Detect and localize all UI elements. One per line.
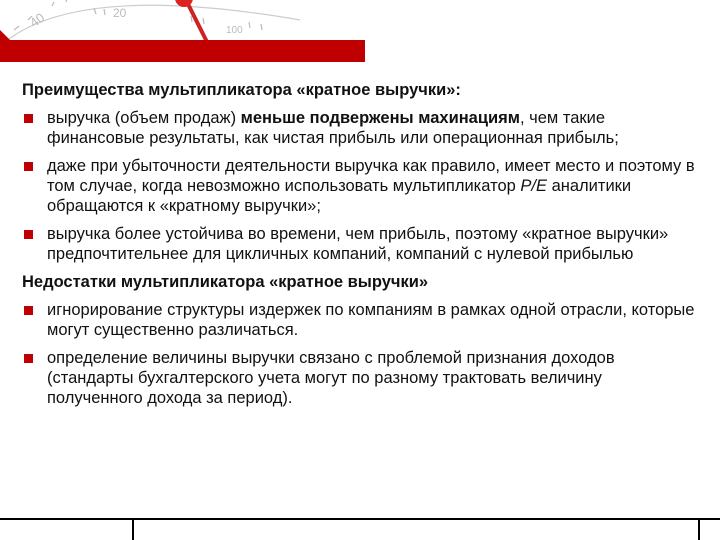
square-bullet-icon bbox=[24, 306, 33, 315]
speedometer-gauge-image bbox=[0, 0, 365, 42]
advantages-heading: Преимущества мультипликатора «кратное выручки»: bbox=[22, 81, 461, 99]
square-bullet-icon bbox=[24, 114, 33, 123]
advantage-item bbox=[22, 156, 698, 216]
gauge-label-100: 100 bbox=[226, 25, 243, 36]
advantages-list bbox=[22, 108, 698, 264]
disadvantage-item-text: игнорирование структуры издержек по компаниям в рамках одной отрасли, которые могут существенно различаться. bbox=[47, 301, 695, 339]
gauge-svg bbox=[0, 0, 365, 42]
gauge-label-40: 40 bbox=[26, 9, 48, 31]
bottom-tick-right bbox=[698, 518, 700, 540]
advantage-item-text: меньше подвержены махинациям bbox=[240, 109, 520, 127]
advantage-item-text: выручка более устойчива во времени, чем прибыль, поэтому «кратное выручки» предпочтительнее для цикличных компаний, компаний с нулевой прибылью bbox=[47, 225, 669, 263]
advantage-item-text: аналитики обращаются к «кратному выручки»; bbox=[47, 177, 632, 215]
disadvantage-item bbox=[22, 300, 698, 340]
disadvantage-item bbox=[22, 348, 698, 408]
disadvantages-list bbox=[22, 300, 698, 408]
advantage-item-text: выручка (объем продаж) bbox=[47, 109, 241, 127]
advantage-item-text: даже при убыточности деятельности выручка как правило, имеет место и поэтому в том случае, когда невозможно использовать мультипликатор bbox=[47, 157, 695, 195]
bottom-tick-left bbox=[132, 518, 134, 540]
title-red-band bbox=[0, 40, 365, 62]
advantage-item bbox=[22, 224, 698, 264]
advantage-item-text: P/E bbox=[520, 177, 547, 195]
advantage-item-text: , чем такие финансовые результаты, как чистая прибыль или операционная прибыль; bbox=[47, 109, 619, 147]
disadvantage-item-text: определение величины выручки связано с проблемой признания доходов (стандарты бухгалтерского учета могут по разному трактовать величину полученного дохода за период). bbox=[47, 349, 615, 407]
disadvantages-heading: Недостатки мультипликатора «кратное выручки» bbox=[22, 273, 429, 291]
slide-content bbox=[22, 80, 698, 416]
bottom-rule bbox=[0, 518, 720, 520]
square-bullet-icon bbox=[24, 162, 33, 171]
square-bullet-icon bbox=[24, 354, 33, 363]
advantage-item bbox=[22, 108, 698, 148]
gauge-label-20: 20 bbox=[113, 6, 127, 20]
square-bullet-icon bbox=[24, 230, 33, 239]
